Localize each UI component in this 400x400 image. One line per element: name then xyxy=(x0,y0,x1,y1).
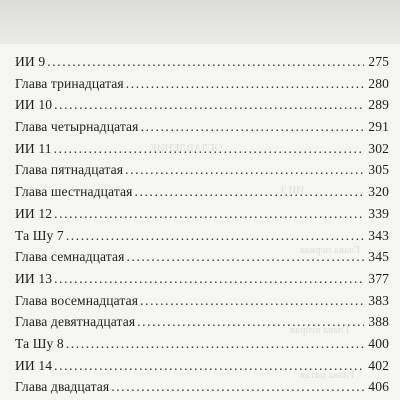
toc-entry xyxy=(15,162,389,184)
toc-entry-page: 388 xyxy=(368,314,389,330)
toc-entry xyxy=(15,379,389,400)
toc-dot-leader xyxy=(54,358,364,374)
toc-entry-page: 275 xyxy=(368,54,389,69)
toc-entry-title: Глава восемнадцатая xyxy=(15,292,139,308)
toc-entry xyxy=(15,76,389,98)
toc-entry-page: 343 xyxy=(368,227,389,243)
toc-entry-page: 289 xyxy=(368,97,389,113)
toc-dot-leader xyxy=(66,228,364,244)
toc-entry-page: 402 xyxy=(368,357,389,373)
toc-entry xyxy=(15,293,389,315)
toc-entry-title: Та Шу 7 xyxy=(15,227,64,243)
toc-dot-leader xyxy=(126,249,364,265)
toc-entry xyxy=(15,271,389,293)
toc-entry-page: 339 xyxy=(368,205,389,221)
toc-entry-title: Глава пятнадцатая xyxy=(15,162,124,178)
toc-entry-title: ИИ 9 xyxy=(15,54,46,69)
bleed-through-text: Глава первая xyxy=(300,244,360,256)
toc-entry-title: ИИ 10 xyxy=(15,97,53,113)
toc-entry-page: 320 xyxy=(368,184,389,200)
toc-dot-leader xyxy=(126,76,364,92)
toc-entry xyxy=(15,249,389,271)
toc-entry xyxy=(15,228,389,250)
toc-entry-page: 345 xyxy=(368,249,389,265)
toc-entry xyxy=(15,97,389,119)
bleed-through-text: ИИ 1 xyxy=(280,184,305,196)
table-of-contents xyxy=(15,54,389,400)
toc-entry-title: ИИ 11 xyxy=(15,140,52,156)
toc-entry-title: Глава шестнадцатая xyxy=(15,184,133,200)
toc-entry xyxy=(15,54,389,76)
toc-entry xyxy=(15,184,389,206)
toc-entry-title: Глава тринадцатая xyxy=(15,75,124,91)
toc-entry-page: 406 xyxy=(368,379,389,395)
toc-dot-leader xyxy=(54,271,364,287)
toc-dot-leader xyxy=(137,314,364,330)
toc-dot-leader xyxy=(111,379,364,395)
toc-dot-leader xyxy=(135,184,364,200)
toc-entry xyxy=(15,119,389,141)
toc-entry-title: ИИ 12 xyxy=(15,205,53,221)
toc-entry-page: 383 xyxy=(368,292,389,308)
toc-dot-leader xyxy=(125,162,364,178)
toc-entry-page: 305 xyxy=(368,162,389,178)
toc-entry xyxy=(15,206,389,228)
toc-entry-title: Глава двадцатая xyxy=(15,379,110,395)
toc-dot-leader xyxy=(54,97,364,113)
toc-entry-page: 377 xyxy=(368,270,389,286)
toc-entry-page: 291 xyxy=(368,119,389,135)
toc-entry xyxy=(15,141,389,163)
toc-dot-leader xyxy=(54,141,364,157)
book-page xyxy=(0,44,400,400)
toc-entry-page: 280 xyxy=(368,75,389,91)
toc-entry-title: ИИ 14 xyxy=(15,357,53,373)
toc-entry xyxy=(15,314,389,336)
toc-entry xyxy=(15,336,389,358)
toc-dot-leader xyxy=(140,293,364,309)
toc-entry-page: 302 xyxy=(368,140,389,156)
toc-entry-page: 400 xyxy=(368,335,389,351)
bleed-through-text: ОГЛАВЛЕНИЕ xyxy=(150,142,223,154)
toc-entry-title: ИИ 13 xyxy=(15,270,53,286)
bleed-through-text: Глава пятая xyxy=(300,369,355,381)
page-top-edge xyxy=(0,0,400,44)
toc-entry-title: Глава семнадцатая xyxy=(15,249,125,265)
toc-dot-leader xyxy=(141,119,364,135)
toc-entry-title: Глава четырнадцатая xyxy=(15,119,139,135)
toc-dot-leader xyxy=(54,206,364,222)
toc-dot-leader xyxy=(47,54,364,70)
toc-dot-leader xyxy=(66,336,364,352)
toc-entry xyxy=(15,358,389,380)
toc-entry-title: Глава девятнадцатая xyxy=(15,314,136,330)
toc-entry-title: Та Шу 8 xyxy=(15,335,64,351)
bleed-through-text: Глава вторая xyxy=(290,324,350,336)
